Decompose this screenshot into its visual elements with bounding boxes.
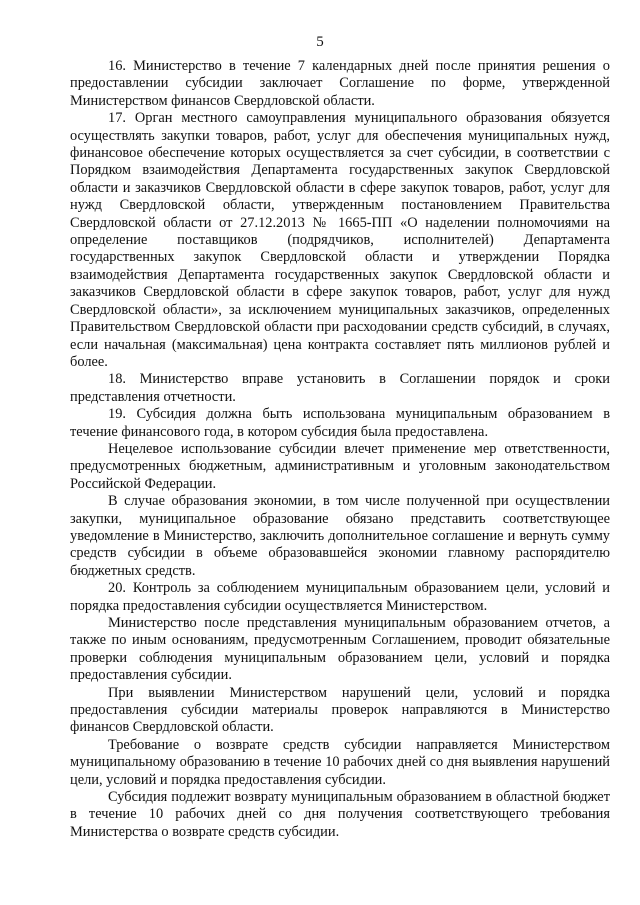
page-number: 5 <box>316 34 324 50</box>
paragraph-savings-return: В случае образования экономии, в том числе полученной при осуществлении закупки, муниципальное образование обязано представить соответствующее уведомление в Министерство, заключить дополнительное соглашение и вернуть сумму средств субсидии в объеме образовавшейся экономии главному распорядителю бюджетных средств. <box>70 493 610 579</box>
paragraph-17-procurement: 17. Орган местного самоуправления муниципального образования обязуется осуществлять закупки товаров, работ, услуг для обеспечения муниципальных нужд, финансовое обеспечение которых осуществляется за счет субсидии, в соответствии с Порядком взаимодействия Департамента государственных закупок Свердловской области и заказчиков Свердловской области в сфере закупок товаров, работ, услуг для нужд Свердловской области, утвержденным постановлением Правительства Свердловской области от 27.12.2013 № 1665-ПП «О наделении полномочиями на определение поставщиков (подрядчиков, исполнителей) Департамента государственных закупок Свердловской области и утверждении Порядка взаимодействия Департамента государственных закупок Свердловской области и заказчиков Свердловской области в сфере закупок товаров, работ, услуг для нужд Свердловской области», за исключением муниципальных заказчиков, определенных Правительством Свердловской области при расходовании средств субсидий, в случаях, если начальная (максимальная) цена контракта составляет пять миллионов рублей и более. <box>70 110 610 370</box>
paragraph-misuse-liability: Нецелевое использование субсидии влечет применение мер ответственности, предусмотренных бюджетным, административным и уголовным законодательством Российской Федерации. <box>70 440 610 492</box>
paragraph-16-agreement: 16. Министерство в течение 7 календарных дней после принятия решения о предоставлении субсидии заключает Соглашение по форме, утвержденной Министерством финансов Свердловской области. <box>70 58 610 109</box>
paragraph-refund-demand: Требование о возврате средств субсидии направляется Министерством муниципальному образованию в течение 10 рабочих дней со дня выявления нарушений цели, условий и порядка предоставления субсидии. <box>70 736 610 788</box>
paragraph-20-control: 20. Контроль за соблюдением муниципальным образованием цели, условий и порядка предоставления субсидии осуществляется Министерством. <box>70 580 610 614</box>
document-body <box>70 58 610 841</box>
paragraph-violations: При выявлении Министерством нарушений цели, условий и порядка предоставления субсидии материалы проверок направляются в Министерство финансов Свердловской области. <box>70 684 610 736</box>
paragraph-18-reporting: 18. Министерство вправе установить в Соглашении порядок и сроки представления отчетности. <box>70 371 610 405</box>
paragraph-19-usage-period: 19. Субсидия должна быть использована муниципальным образованием в течение финансового года, в котором субсидия была предоставлена. <box>70 406 610 440</box>
paragraph-inspections: Министерство после представления муниципальным образованием отчетов, а также по иным основаниям, предусмотренным Соглашением, проводит обязательные проверки соблюдения муниципальным образованием цели, условий и порядка предоставления субсидии. <box>70 615 610 684</box>
paragraph-refund-deadline: Субсидия подлежит возврату муниципальным образованием в областной бюджет в течение 10 рабочих дней со дня получения соответствующего требования Министерства о возврате средств субсидии. <box>70 789 610 840</box>
